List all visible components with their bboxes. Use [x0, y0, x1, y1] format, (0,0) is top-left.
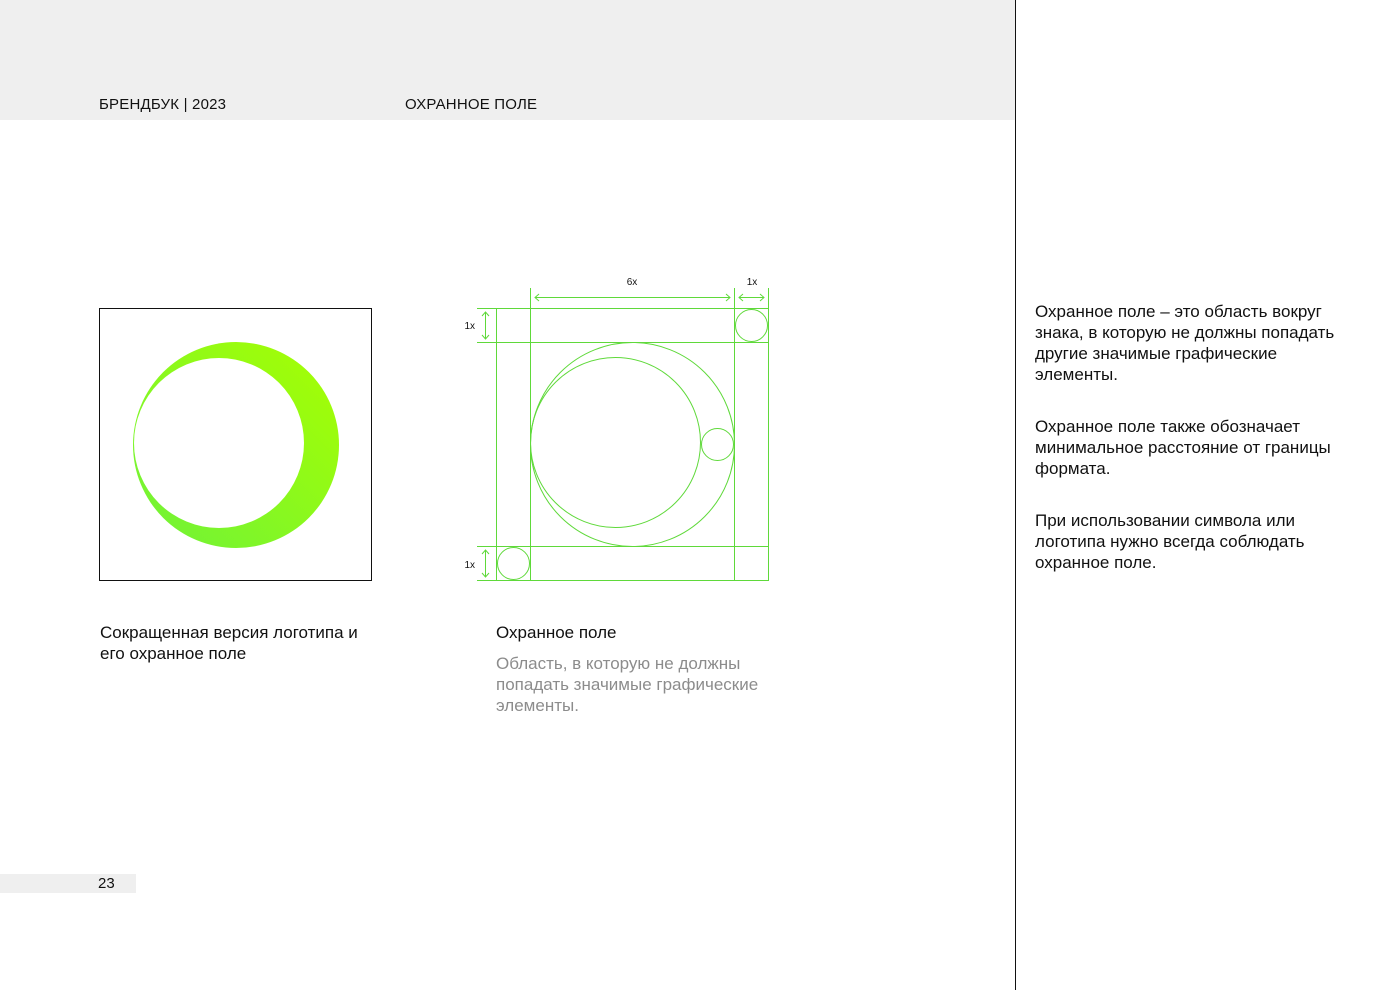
- page-number-band: [0, 874, 136, 893]
- label-1x-right: 1x: [746, 277, 758, 288]
- page-divider: [1015, 0, 1016, 990]
- diagram-title: Охранное поле: [496, 623, 617, 642]
- page-number: 23: [98, 875, 115, 892]
- sidebar-paragraph-3: При использовании символа или логотипа нужно всегда соблюдать охранное поле.: [1035, 511, 1305, 572]
- label-6x: 6x: [626, 277, 638, 288]
- logo-mark-icon: [100, 309, 371, 580]
- unit-circle-center: [702, 429, 734, 461]
- logo-caption: Сокращенная версия логотипа и его охранное поле: [100, 623, 358, 663]
- unit-circle-bottom: [498, 548, 530, 580]
- logo-frame: [99, 308, 372, 581]
- clear-space-diagram: [455, 270, 785, 595]
- section-title: ОХРАННОЕ ПОЛЕ: [405, 96, 538, 113]
- diagram-description: Область, в которую не должны попадать значимые графические элементы.: [496, 654, 759, 715]
- logo-crescent: [133, 342, 339, 548]
- label-1x-top: 1x: [464, 321, 475, 332]
- unit-circle-top: [736, 310, 768, 342]
- logo-outer-circle: [531, 343, 735, 547]
- brandbook-title: БРЕНДБУК | 2023: [99, 96, 227, 113]
- sidebar-paragraph-2: Охранное поле также обозначает минимальное расстояние от границы формата.: [1035, 417, 1331, 478]
- outer-frame: [497, 309, 769, 581]
- label-1x-bottom: 1x: [464, 560, 475, 571]
- sidebar-paragraph-1: Охранное поле – это область вокруг знака, в которую не должны попадать другие значимые графические элементы.: [1035, 302, 1335, 384]
- logo-inner-circle: [531, 358, 701, 528]
